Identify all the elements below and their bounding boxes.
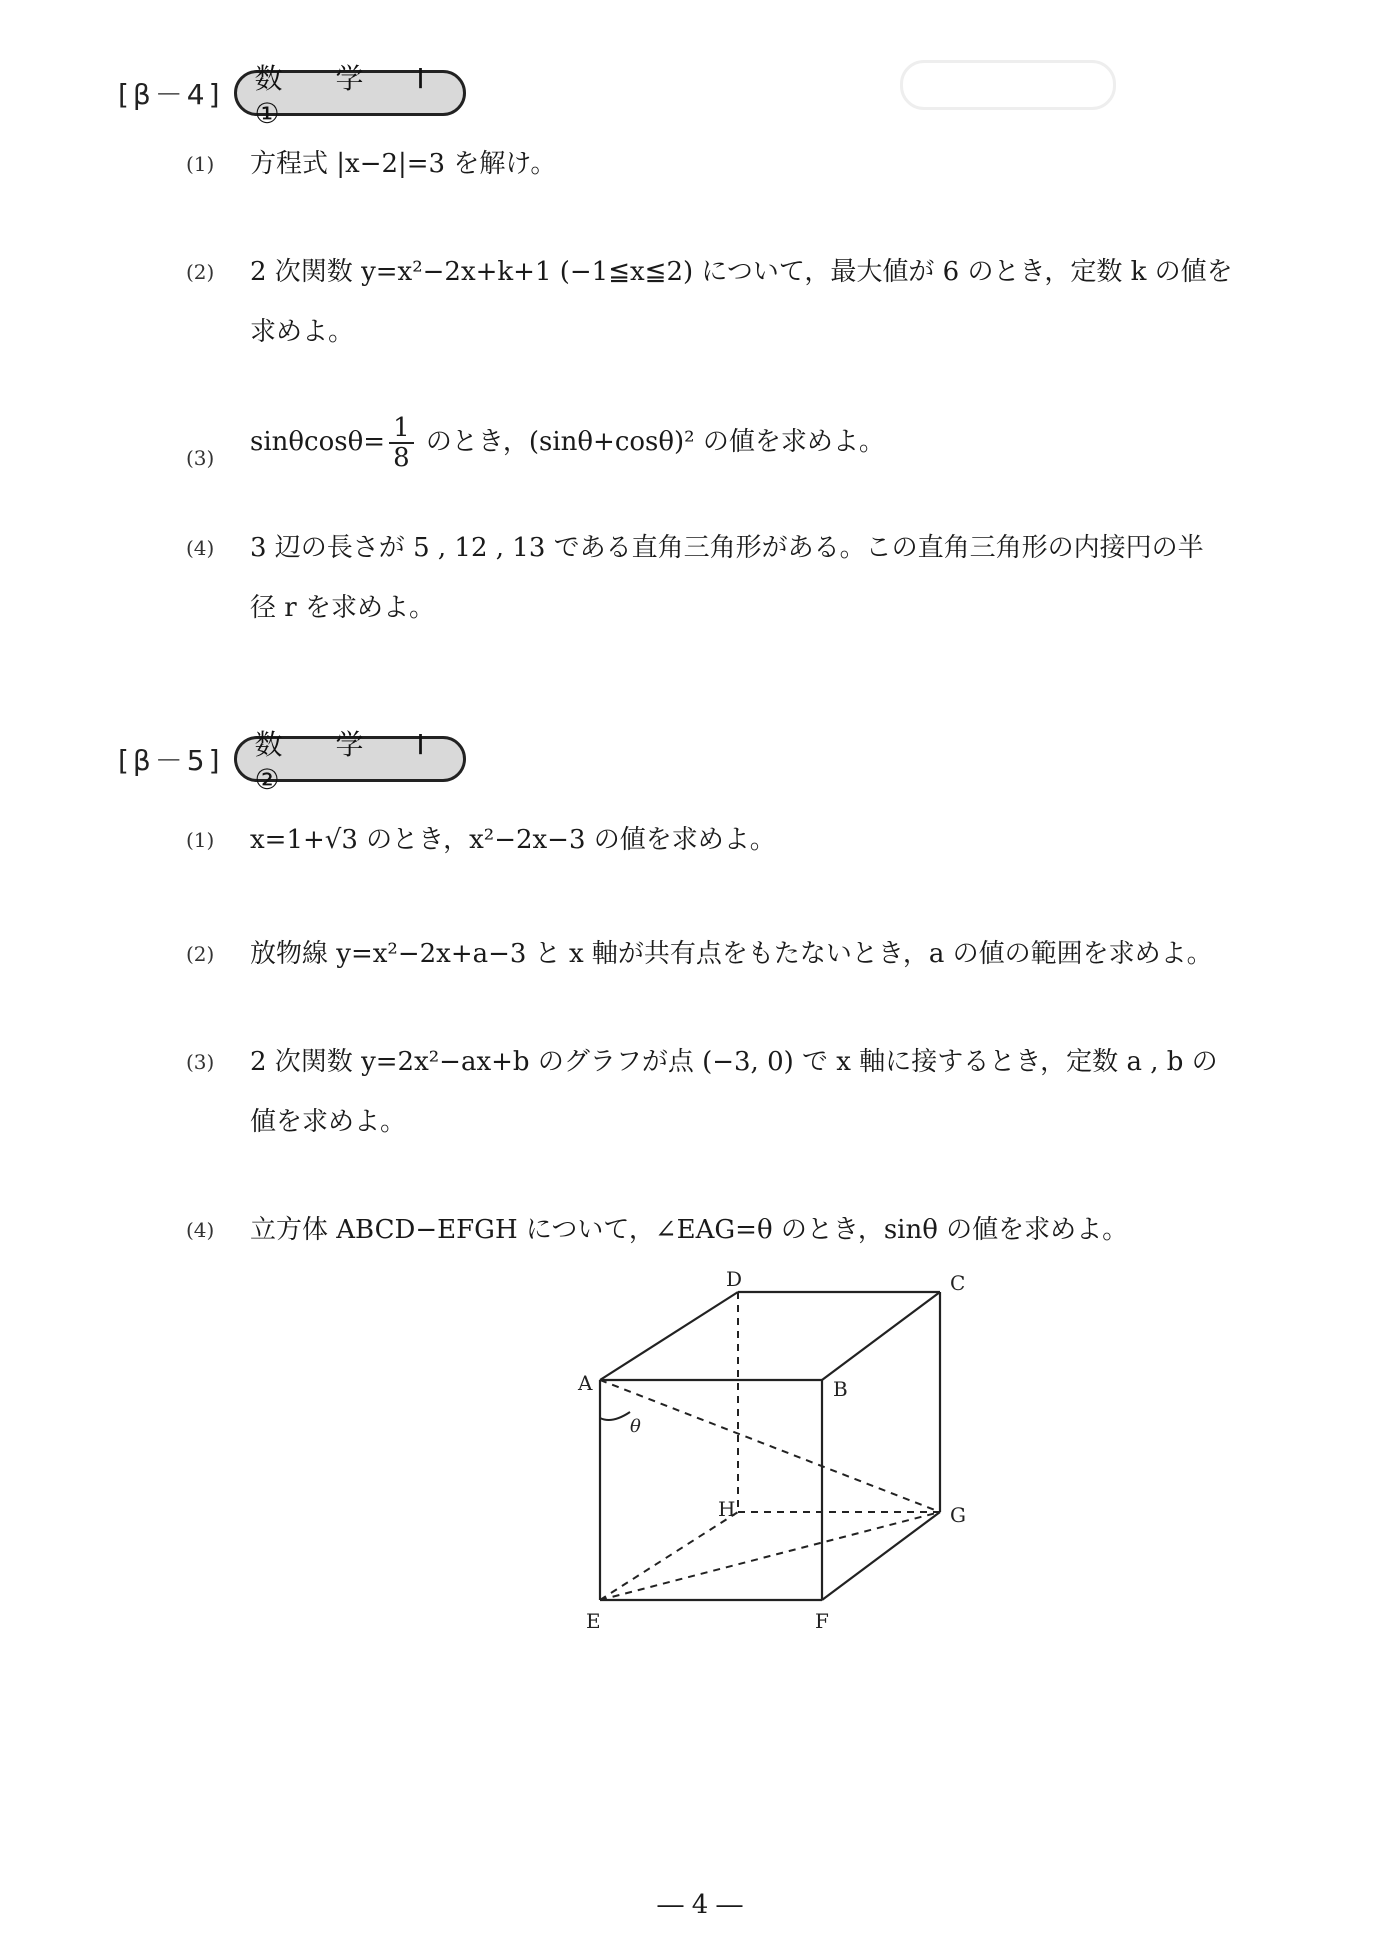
- cube-edge: [600, 1292, 738, 1380]
- problem-item: [186, 1032, 1286, 1152]
- problem-number: (1): [186, 152, 215, 176]
- problem-number: (2): [186, 260, 215, 284]
- problem-number: (4): [186, 1218, 215, 1242]
- equation-rhs: のとき，(sinθ+cosθ)² の値を求めよ。: [417, 427, 885, 457]
- section-label: [β－5]: [118, 744, 224, 777]
- hidden-edge: [600, 1512, 738, 1600]
- problem-item: [186, 412, 1286, 472]
- problem-number: (1): [186, 828, 215, 852]
- problem-text: x=1+√3 のとき，x²−2x−3 の値を求めよ。: [250, 825, 776, 855]
- vertex-label-g: G: [950, 1503, 966, 1527]
- problem-item: [186, 518, 1286, 638]
- section-title-pill: 数 学 Ⅰ ②: [234, 736, 466, 782]
- vertex-label-e: E: [586, 1609, 601, 1630]
- vertex-label-f: F: [815, 1609, 829, 1630]
- vertex-label-d: D: [726, 1267, 743, 1291]
- problem-item: [186, 924, 1286, 984]
- cube-edge: [822, 1292, 940, 1380]
- fraction-denominator: 8: [393, 443, 410, 473]
- problem-number: (3): [186, 446, 215, 470]
- cube-edge: [822, 1512, 940, 1600]
- problem-number: (4): [186, 536, 215, 560]
- section-header-beta5: [118, 727, 466, 796]
- problem-item: [186, 1200, 1286, 1260]
- bleed-through-shape: [900, 60, 1116, 110]
- section-label: [β－4]: [118, 78, 224, 111]
- problem-number: (2): [186, 942, 215, 966]
- vertex-label-b: B: [833, 1377, 848, 1401]
- vertex-label-c: C: [950, 1271, 966, 1295]
- fraction-numerator: 1: [389, 414, 414, 444]
- vertex-label-h: H: [718, 1497, 736, 1521]
- problem-text: [250, 412, 1286, 472]
- problem-number: (3): [186, 1050, 215, 1074]
- theta-label: θ: [630, 1416, 641, 1437]
- section-title-pill: 数 学 Ⅰ ①: [234, 70, 466, 116]
- diagonal-ag: [600, 1380, 940, 1512]
- vertex-label-a: A: [578, 1371, 593, 1395]
- problem-text-cont: 求めよ。: [250, 317, 355, 347]
- problem-item: [186, 134, 1286, 194]
- problem-text: 2 次関数 y=2x²−ax+b のグラフが点 (−3, 0) で x 軸に接するとき，定数 a , b の: [250, 1047, 1218, 1077]
- equation-lhs: sinθcosθ=: [250, 427, 386, 457]
- problem-text: 3 辺の長さが 5 , 12 , 13 である直角三角形がある。この直角三角形の内接円の半: [250, 533, 1204, 563]
- problem-text: 方程式 |x−2|=3 を解け。: [250, 149, 557, 179]
- problem-text-cont: 値を求めよ。: [250, 1107, 407, 1137]
- fraction: [389, 414, 414, 472]
- problem-item: [186, 810, 1286, 870]
- problem-text: 立方体 ABCD−EFGH について，∠EAG=θ のとき，sinθ の値を求めよ。: [250, 1215, 1129, 1245]
- page-number: ― 4 ―: [657, 1890, 743, 1920]
- problem-item: [186, 242, 1286, 362]
- problem-text: 放物線 y=x²−2x+a−3 と x 軸が共有点をもたないとき，a の値の範囲を求めよ。: [250, 939, 1213, 969]
- section-header-beta4: [118, 61, 466, 130]
- diagonal-eg: [600, 1512, 940, 1600]
- angle-arc: [600, 1412, 630, 1420]
- cube-diagram: [560, 1260, 980, 1630]
- problem-text: 2 次関数 y=x²−2x+k+1 (−1≦x≦2) について，最大値が 6 のとき，定数 k の値を: [250, 257, 1233, 287]
- problem-text-cont: 径 r を求めよ。: [250, 593, 435, 623]
